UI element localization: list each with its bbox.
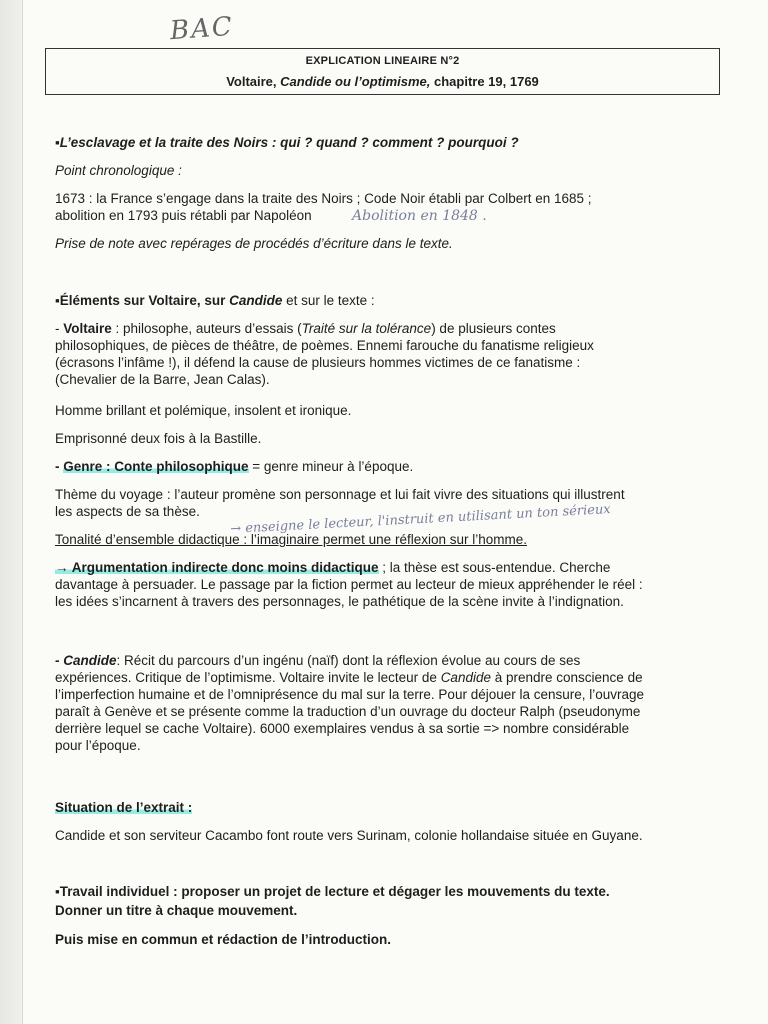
theme-line1: Thème du voyage : l’auteur promène son personnage et lui fait vivre des situations qui illustrent <box>55 487 625 502</box>
section1-line2: abolition en 1793 puis rétabli par Napoléon <box>55 208 312 223</box>
handwritten-enseigne-note: → enseigne le lecteur, l'instruit en utilisant un ton sérieux <box>229 502 611 537</box>
title-work: Candide ou l’optimisme, <box>280 74 431 89</box>
candide-line5: derrière lequel se cache Voltaire). 6000 exemplaires vendus à sa sortie => nombre considérable <box>55 721 630 736</box>
argumentation-line3: les idées s’incarnent à travers des personnages, le pathétique de la scène invite à l’indignation. <box>55 594 624 609</box>
travail-line3: Puis mise en commun et rédaction de l’introduction. <box>55 932 392 947</box>
bastille-line: Emprisonné deux fois à la Bastille. <box>55 431 262 446</box>
section1-line1: 1673 : la France s’engage dans la traite des Noirs ; Code Noir établi par Colbert en 1685 ; <box>55 191 592 206</box>
title-line2 <box>46 74 719 89</box>
candide-line3: l’imperfection humaine et de l’omniprésence du mal sur la terre. Pour déjouer la censure, l’ouvrage <box>55 687 645 702</box>
bullet-icon: ▪ <box>55 135 60 150</box>
candide-line4: paraît à Genève et se présente comme la traduction d’un ouvrage du docteur Ralph (pseudonyme <box>55 704 641 719</box>
tonalite-line: Tonalité d’ensemble didactique : l’imaginaire permet une réflexion sur l’homme. <box>55 532 527 547</box>
section1-subheading: Point chronologique : <box>55 163 182 178</box>
title-chapter: chapitre 19, 1769 <box>430 74 539 89</box>
voltaire-line1: - Voltaire : philosophe, auteurs d’essais (Traité sur la tolérance) de plusieurs contes <box>55 321 556 336</box>
title-author: Voltaire, <box>226 74 281 89</box>
argumentation-line1: → Argumentation indirecte donc moins didactique ; la thèse est sous-entendue. Cherche <box>55 560 611 575</box>
bullet-icon: ▪ <box>55 293 60 308</box>
travail-line1: ▪Travail individuel : proposer un projet de lecture et dégager les mouvements du texte. <box>55 884 610 899</box>
situation-heading: Situation de l’extrait : <box>55 800 193 815</box>
homme-line: Homme brillant et polémique, insolent et ironique. <box>55 403 352 418</box>
section1-heading: ▪L’esclavage et la traite des Noirs : qui ? quand ? comment ? pourquoi ? <box>55 135 519 150</box>
voltaire-line3: (écrasons l’infâme !), il défend la cause de plusieurs hommes victimes de ce fanatisme : <box>55 355 581 370</box>
travail-line2: Donner un titre à chaque mouvement. <box>55 903 298 918</box>
voltaire-line4: (Chevalier de la Barre, Jean Calas). <box>55 372 270 387</box>
binder-margin <box>0 0 22 1024</box>
candide-line1: - Candide: Récit du parcours d’un ingénu (naïf) dont la réflexion évolue au cours de ses <box>55 653 581 668</box>
title-line1: EXPLICATION LINEAIRE N°2 <box>305 55 460 67</box>
section1-note: Prise de note avec repérages de procédés d’écriture dans le texte. <box>55 236 453 251</box>
handwritten-bac: BAC <box>169 11 235 47</box>
candide-line2: expériences. Critique de l’optimisme. Voltaire invite le lecteur de Candide à prendre conscience de <box>55 670 643 685</box>
candide-line6: pour l’époque. <box>55 738 141 753</box>
voltaire-line2: philosophiques, de pièces de théâtre, de poèmes. Ennemi farouche du fanatisme religieux <box>55 338 594 353</box>
title-box <box>45 48 720 95</box>
argumentation-line2: davantage à persuader. Le passage par la fiction permet au lecteur de mieux appréhender le réel : <box>55 577 643 592</box>
theme-line2: les aspects de sa thèse. <box>55 504 200 519</box>
handwritten-abolition-note: Abolition en 1848 . <box>352 208 487 224</box>
genre-line: - Genre : Conte philosophique = genre mineur à l’époque. <box>55 459 414 474</box>
situation-text: Candide et son serviteur Cacambo font route vers Surinam, colonie hollandaise située en Guyane. <box>55 828 643 843</box>
section2-heading: ▪Éléments sur Voltaire, sur Candide et sur le texte : <box>55 293 375 308</box>
bullet-icon: ▪ <box>55 884 60 899</box>
